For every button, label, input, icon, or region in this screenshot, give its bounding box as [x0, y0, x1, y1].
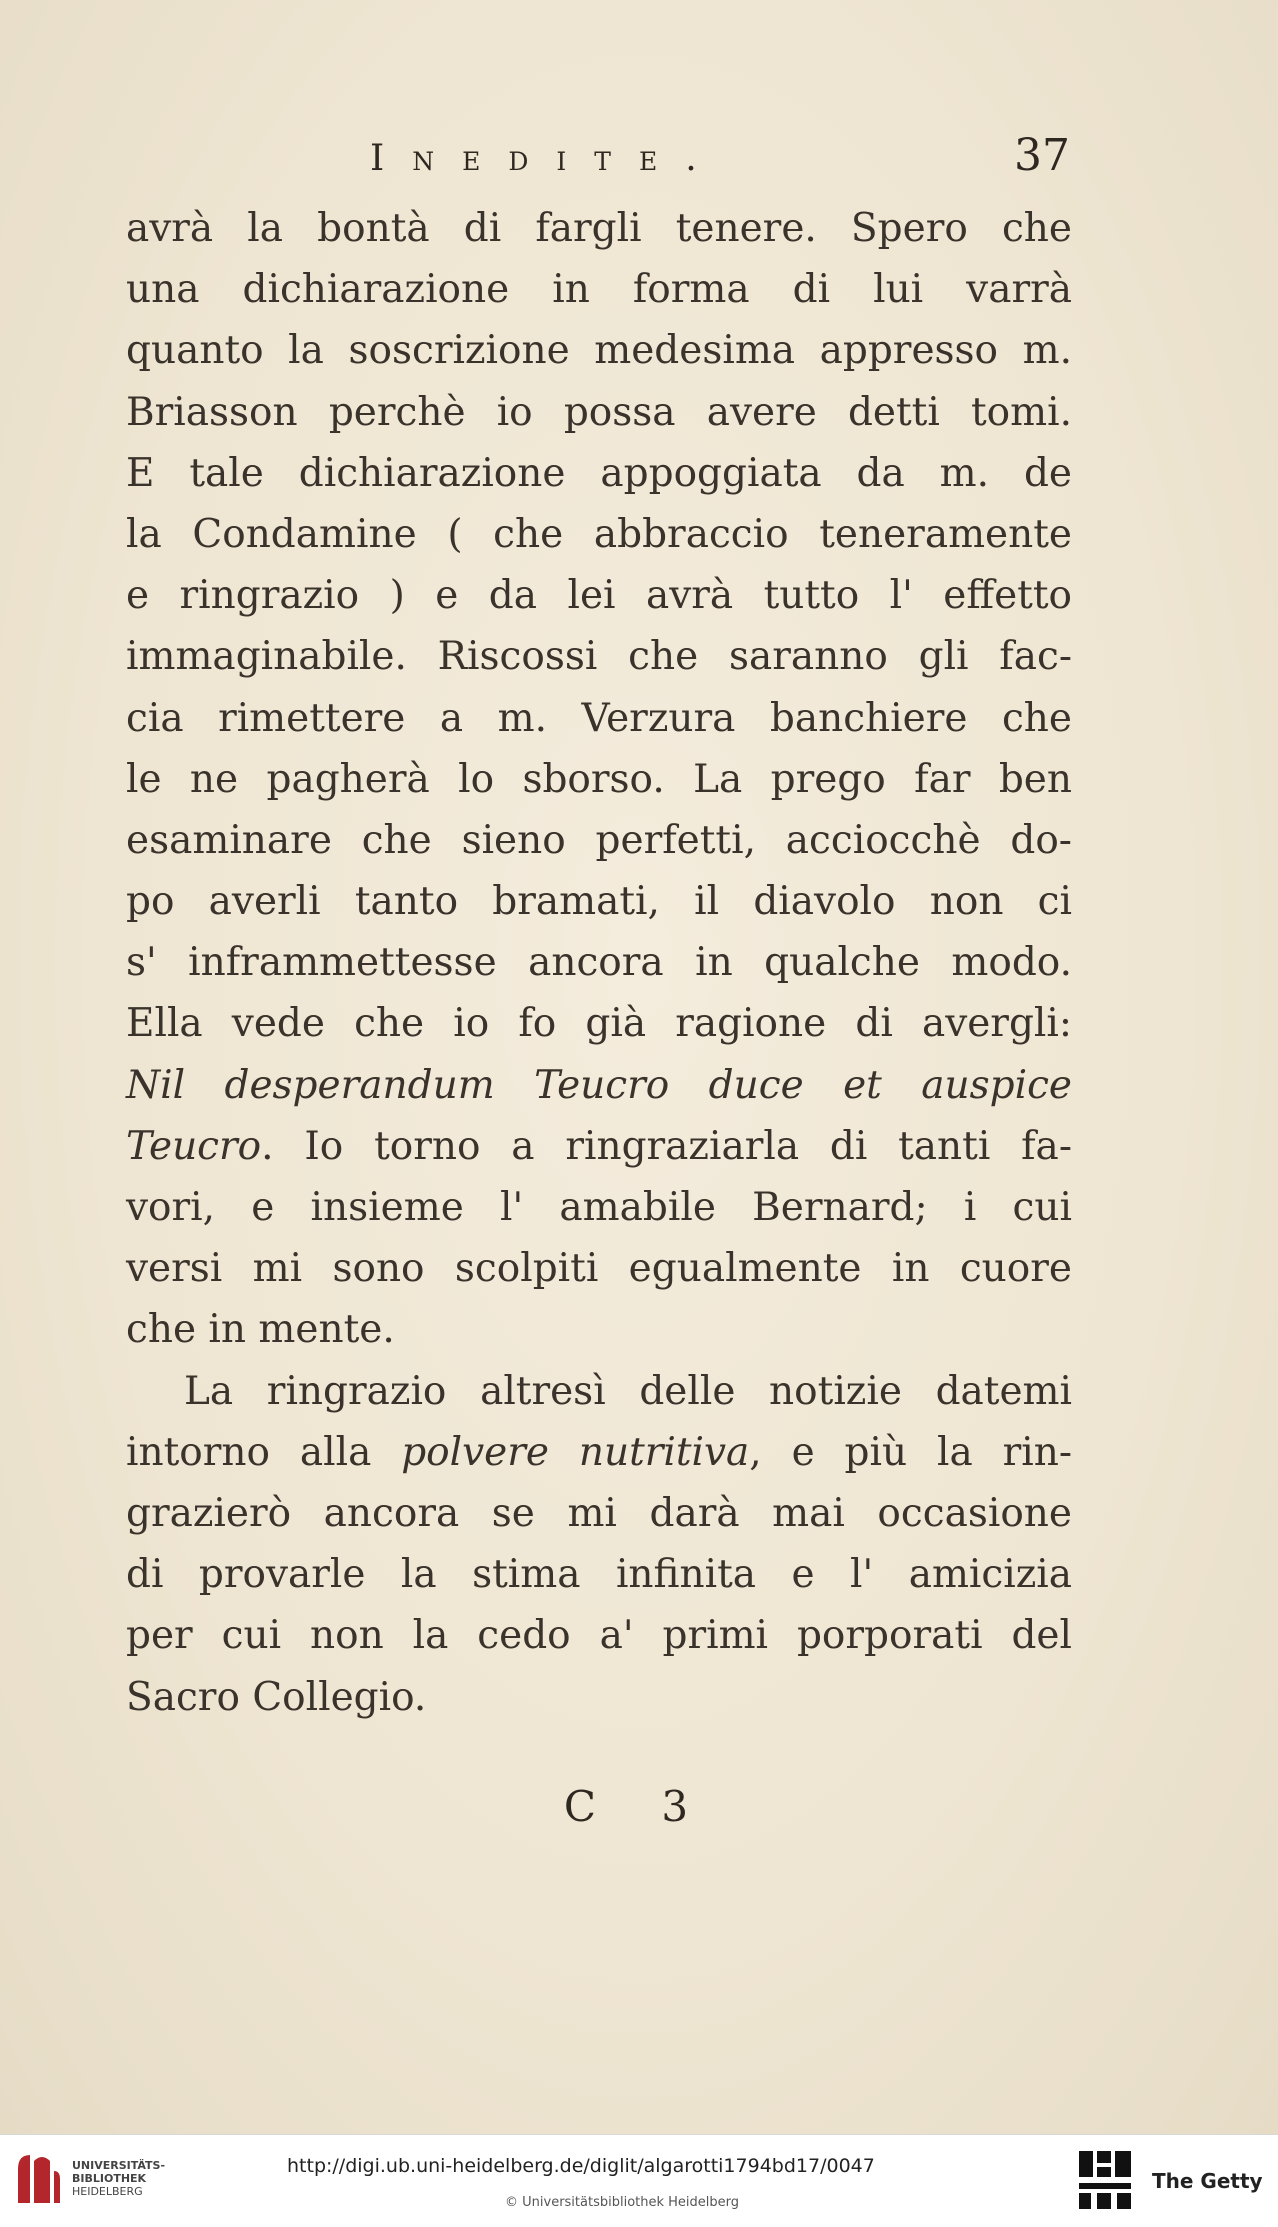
- text-line: Ella vede che io fo già ragione di avergli:: [126, 1001, 1072, 1047]
- text-line: quanto la soscrizione medesima appresso m.: [126, 328, 1072, 374]
- italic-term: polvere nutritiva: [401, 1429, 750, 1475]
- text-line: per cui non la cedo a' primi porporati del: [126, 1613, 1072, 1659]
- running-title: Inedite.: [370, 138, 725, 179]
- signature-mark: C 3: [563, 1782, 715, 1831]
- text-line: esaminare che sieno perfetti, acciocchè do-: [126, 817, 1072, 863]
- page-number: 37: [1014, 130, 1070, 181]
- copyright-text: © Universitätsbibliothek Heidelberg: [505, 2195, 740, 2210]
- text-line: s' inframmettesse ancora in qualche modo.: [126, 940, 1072, 986]
- latin-quote-end: Teucro: [126, 1123, 262, 1169]
- footer-bar: [0, 2134, 1278, 2227]
- body-text: [126, 198, 1072, 1728]
- ub-heidelberg-icon: [12, 2149, 64, 2209]
- text-line: grazierò ancora se mi darà mai occasione: [126, 1490, 1072, 1536]
- text-line: E tale dichiarazione appoggiata da m. de: [126, 450, 1072, 496]
- text-line: Sacro Collegio.: [126, 1674, 427, 1720]
- getty-name: The Getty: [1152, 2169, 1263, 2193]
- text-line: [126, 1116, 1072, 1177]
- university-library-logo: [12, 2149, 166, 2209]
- text-line: cia rimettere a m. Verzura banchiere che: [126, 695, 1072, 741]
- text-line: immaginabile. Riscossi che saranno gli fac-: [126, 634, 1072, 680]
- ub-logo-line: UNIVERSITÄTS-: [72, 2159, 166, 2172]
- text-line: po averli tanto bramati, il diavolo non ci: [126, 879, 1072, 925]
- ub-logo-line: HEIDELBERG: [72, 2185, 143, 2198]
- text-line: [126, 1422, 1072, 1483]
- text-line: Briasson perchè io possa avere detti tomi.: [126, 389, 1072, 435]
- latin-quote-line: Nil desperandum Teucro duce et auspice: [126, 1062, 1072, 1108]
- text-line: versi mi sono scolpiti egualmente in cuore: [126, 1246, 1072, 1292]
- ub-logo-line: BIBLIOTHEK: [72, 2172, 147, 2185]
- text-line: le ne pagherà lo sborso. La prego far ben: [126, 756, 1072, 802]
- text-span: intorno alla: [126, 1429, 402, 1475]
- text-line: che in mente.: [126, 1307, 395, 1353]
- getty-logo-icon: [1075, 2147, 1135, 2213]
- text-line: di provarle la stima infinita e l' amicizia: [126, 1552, 1072, 1598]
- text-span: , e più la rin-: [749, 1429, 1072, 1475]
- text-line: e ringrazio ) e da lei avrà tutto l' effetto: [126, 573, 1072, 619]
- permalink-url[interactable]: http://digi.ub.uni-heidelberg.de/diglit/algarotti1794bd17/0047: [287, 2155, 875, 2177]
- paragraph-start-line: La ringrazio altresì delle notizie datemi: [184, 1368, 1072, 1414]
- text-span: . Io torno a ringraziarla di tanti fa-: [261, 1123, 1072, 1169]
- text-line: la Condamine ( che abbraccio teneramente: [126, 511, 1072, 557]
- text-line: vori, e insieme l' amabile Bernard; i cui: [126, 1185, 1072, 1230]
- text-line: una dichiarazione in forma di lui varrà: [126, 267, 1072, 313]
- page-header: [130, 130, 1070, 198]
- ub-logo-text: [72, 2159, 165, 2198]
- text-line: avrà la bontà di fargli tenere. Spero che: [126, 206, 1072, 251]
